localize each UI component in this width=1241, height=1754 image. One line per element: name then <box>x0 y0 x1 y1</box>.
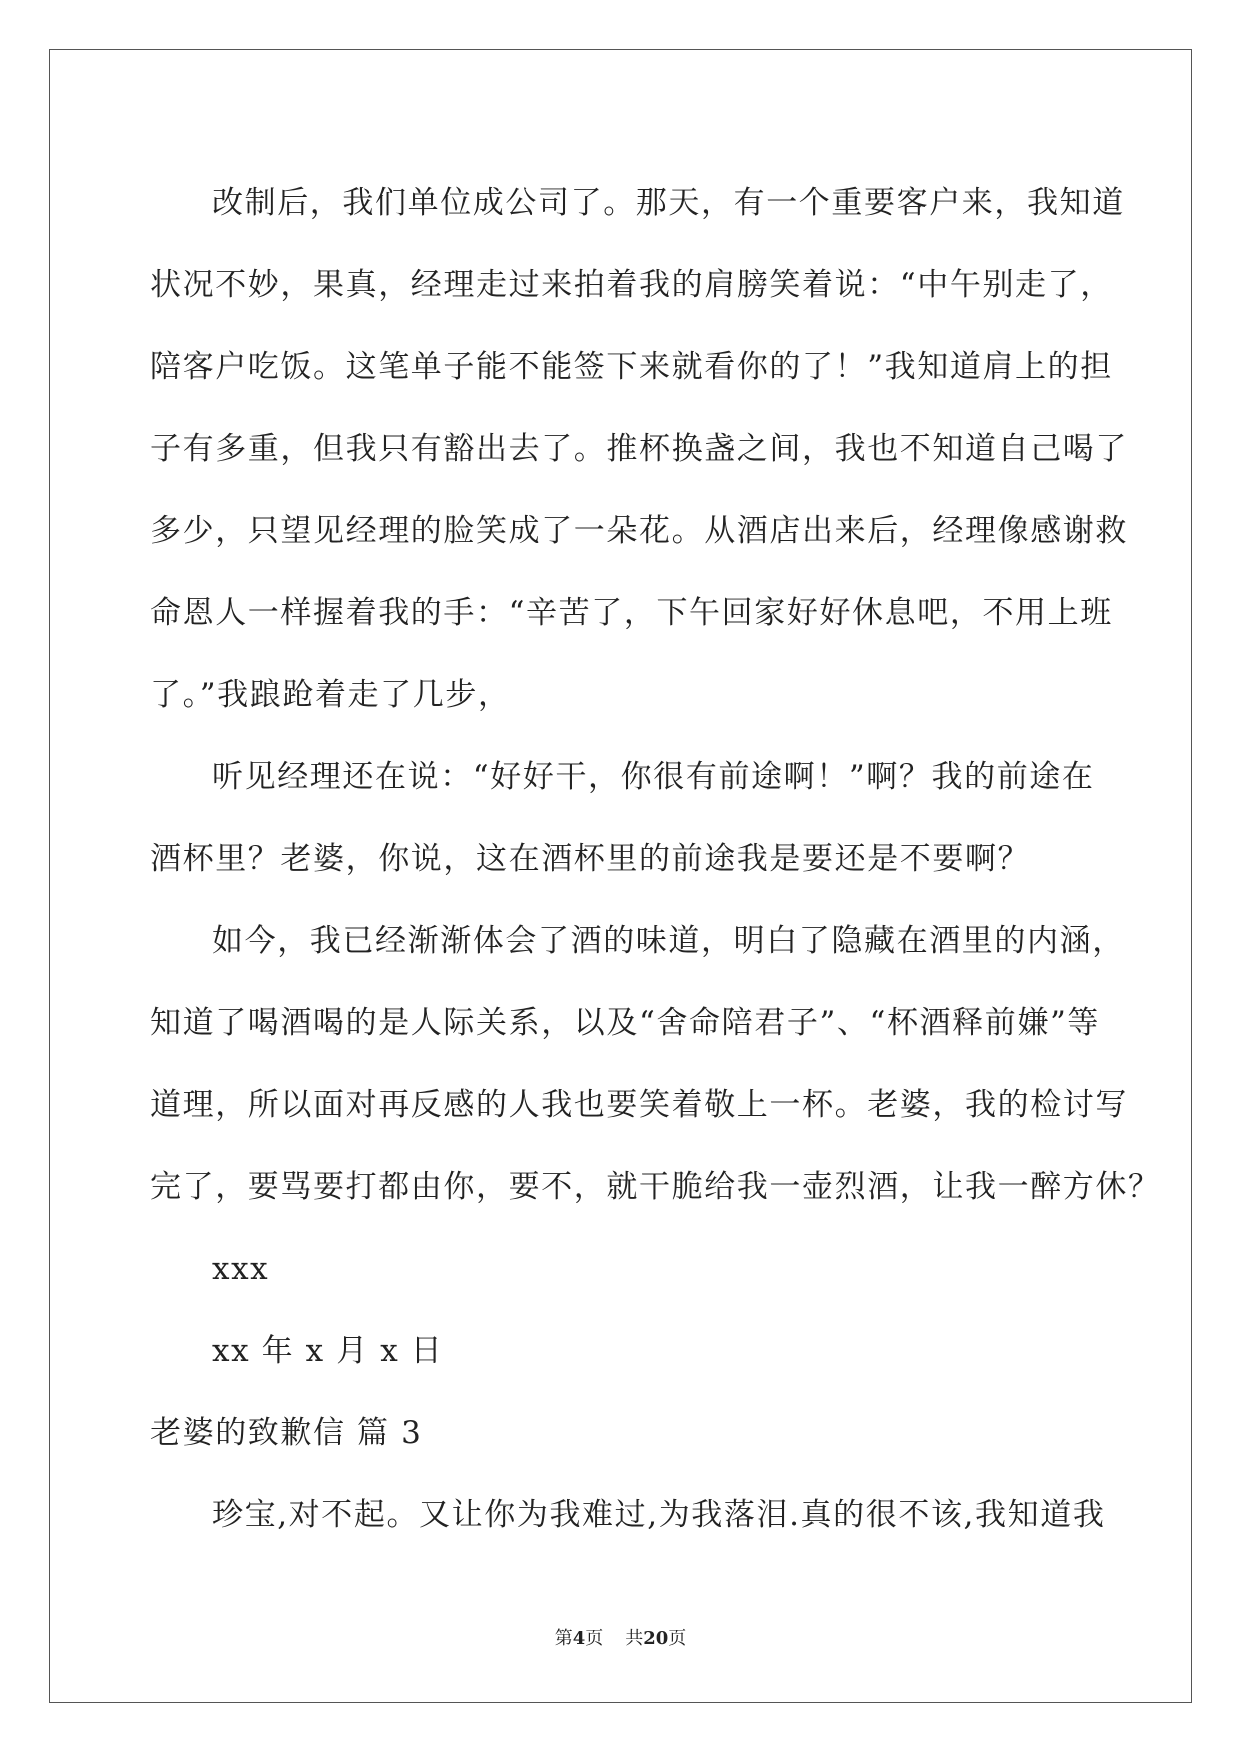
paragraph-line: 酒杯里？老婆，你说，这在酒杯里的前途我是要还是不要啊？ <box>150 841 1031 877</box>
page-number: 4 <box>572 1628 586 1649</box>
paragraph-line: 多少，只望见经理的脸笑成了一朵花。从酒店出来后，经理像感谢救 <box>150 513 1128 549</box>
paragraph-line: 了。”我踉跄着走了几步， <box>150 677 511 713</box>
paragraph-line: 完了，要骂要打都由你，要不，就干脆给我一壶烈酒，让我一醉方休？ <box>150 1169 1161 1205</box>
signature-date: xx 年 x 月 x 日 <box>212 1333 444 1369</box>
paragraph-line: 陪客户吃饭。这笔单子能不能签下来就看你的了！”我知道肩上的担 <box>150 349 1113 385</box>
signature-name: xxx <box>212 1251 270 1287</box>
paragraph-line: 珍宝,对不起。又让你为我难过,为我落泪.真的很不该,我知道我 <box>212 1497 1106 1533</box>
paragraph-line: 听见经理还在说：“好好干，你很有前途啊！”啊？我的前途在 <box>212 759 1095 795</box>
paragraph-line: 知道了喝酒喝的是人际关系，以及“舍命陪君子”、“杯酒释前嫌”等 <box>150 1005 1100 1041</box>
paragraph-line: 状况不妙，果真，经理走过来拍着我的肩膀笑着说：“中午别走了， <box>150 267 1113 303</box>
total-pages: 20 <box>643 1628 669 1649</box>
page-suffix: 页 <box>585 1628 604 1649</box>
total-prefix: 共 <box>625 1628 644 1649</box>
paragraph-line: 改制后，我们单位成公司了。那天，有一个重要客户来，我知道 <box>212 185 1125 221</box>
document-body <box>150 162 1161 1556</box>
page-prefix: 第 <box>554 1628 573 1649</box>
paragraph-line: 子有多重，但我只有豁出去了。推杯换盏之间，我也不知道自己喝了 <box>150 431 1128 467</box>
paragraph-line: 命恩人一样握着我的手：“辛苦了，下午回家好好休息吧，不用上班 <box>150 595 1113 631</box>
section-heading: 老婆的致歉信 篇 3 <box>150 1415 423 1451</box>
paragraph-line: 道理，所以面对再反感的人我也要笑着敬上一杯。老婆，我的检讨写 <box>150 1087 1128 1123</box>
paragraph-line: 如今，我已经渐渐体会了酒的味道，明白了隐藏在酒里的内涵， <box>212 923 1125 959</box>
total-suffix: 页 <box>668 1628 687 1649</box>
page-footer <box>0 1624 1241 1650</box>
